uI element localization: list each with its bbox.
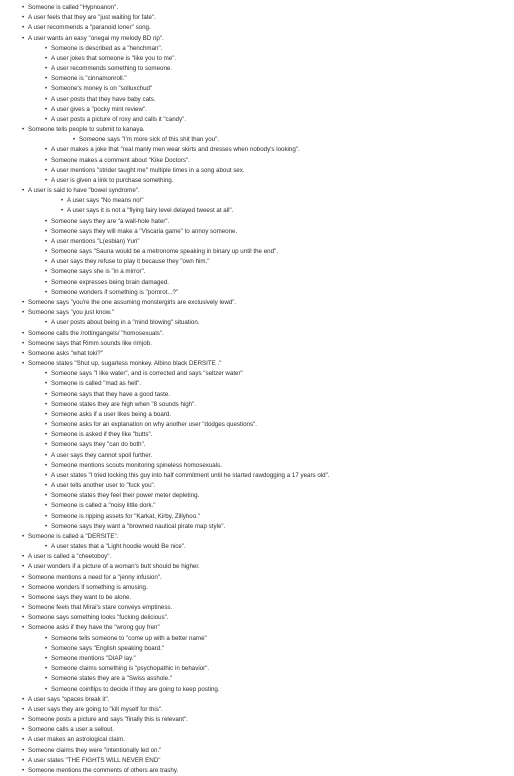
list-item-text: A user gives a "pocky mint review".: [51, 105, 147, 113]
bullet-icon: •: [61, 197, 64, 205]
list-item: [0, 227, 514, 237]
bullet-icon: •: [61, 207, 64, 215]
list-item: [0, 766, 514, 776]
list-item-text: Someone claims something is "psychopathic in behavior".: [51, 665, 210, 673]
list-item-text: A user says they refuse to play it because they "own him.": [51, 258, 210, 266]
bullet-icon: •: [22, 34, 25, 42]
list-item-text: Someone says that they have a good taste.: [51, 390, 171, 398]
list-item-text: Someone mentions the comments of others are trashy.: [28, 766, 179, 774]
bullet-icon: •: [45, 146, 48, 154]
bullet-icon: •: [45, 176, 48, 184]
list-item-text: Someone says "I'm more sick of this shit than you".: [79, 136, 220, 144]
list-item: [0, 674, 514, 684]
bullet-icon: •: [45, 461, 48, 469]
list-item: [0, 695, 514, 705]
bullet-icon: •: [73, 136, 76, 144]
list-item-text: Someone asks if they have the "wrong guy fren": [28, 624, 160, 632]
bullet-icon: •: [45, 410, 48, 418]
list-item: [0, 105, 514, 115]
bullet-icon: •: [45, 471, 48, 479]
bullet-icon: •: [45, 644, 48, 652]
list-item-text: Someone says they want to be alone.: [28, 593, 132, 601]
bullet-icon: •: [45, 85, 48, 93]
bullet-icon: •: [22, 532, 25, 540]
list-item: [0, 735, 514, 745]
list-item: [0, 196, 514, 206]
bullet-icon: •: [22, 563, 25, 571]
bullet-icon: •: [22, 624, 25, 632]
bullet-icon: •: [45, 675, 48, 683]
list-item: [0, 237, 514, 247]
bullet-icon: •: [22, 298, 25, 306]
list-item-text: Someone feels that Mirai's stare conveys emptiness.: [28, 604, 173, 612]
list-item: [0, 145, 514, 155]
list-item: [0, 573, 514, 583]
list-item-text: A user posts about being in a "mind blowing" situation.: [51, 319, 200, 327]
bullet-icon: •: [45, 65, 48, 73]
bullet-icon: •: [22, 746, 25, 754]
list-item: [0, 746, 514, 756]
bullet-icon: •: [45, 278, 48, 286]
list-item-text: Someone expresses being brain damaged.: [51, 278, 169, 286]
list-item: [0, 84, 514, 94]
list-item-text: Someone's money is on "solluxchud": [51, 85, 153, 93]
list-item-text: Someone calls the /rottingangels/ "homosexuals".: [28, 329, 164, 337]
list-item-text: Someone states they feel their power meter depleting.: [51, 492, 200, 500]
list-item-text: Someone wonders if something is "pornrot...?": [51, 288, 179, 296]
bullet-icon: •: [45, 44, 48, 52]
bullet-icon: •: [45, 319, 48, 327]
list-item: [0, 623, 514, 633]
bullet-icon: •: [45, 75, 48, 83]
list-item: [0, 501, 514, 511]
list-item-text: Someone states they are a "Swiss asshole.": [51, 675, 172, 683]
list-item: [0, 247, 514, 257]
bullet-list: [0, 3, 514, 776]
list-item: [0, 288, 514, 298]
bullet-icon: •: [45, 105, 48, 113]
list-item-text: Someone says they will make a "Viscaria game" to annoy someone.: [51, 227, 238, 235]
list-item-text: A user posts a picture of roxy and calls it "candy".: [51, 115, 187, 123]
bullet-icon: •: [22, 614, 25, 622]
list-item-text: Someone says that Rimm sounds like rimjob.: [28, 339, 152, 347]
list-item: [0, 54, 514, 64]
list-item-text: Someone posts a picture and says "finally this is relevant".: [28, 716, 188, 724]
bullet-icon: •: [22, 695, 25, 703]
bullet-icon: •: [45, 390, 48, 398]
list-item-text: A user says they are going to "kill myself for this".: [28, 705, 163, 713]
bullet-icon: •: [22, 766, 25, 774]
bullet-icon: •: [22, 309, 25, 317]
list-item-text: Someone says she is "in a mirror".: [51, 268, 146, 276]
list-item: [0, 369, 514, 379]
list-item: [0, 705, 514, 715]
bullet-icon: •: [22, 716, 25, 724]
list-item: [0, 552, 514, 562]
list-item-text: A user states "I tried locking this guy into half commitment until he started rawdogging a 17 years old".: [51, 471, 330, 479]
list-item: [0, 156, 514, 166]
list-item: [0, 329, 514, 339]
list-item-text: Someone is asked if they like "butts".: [51, 431, 153, 439]
list-item-text: Someone says they want a "browned nautical pirate map style".: [51, 522, 226, 530]
list-item: [0, 278, 514, 288]
bullet-icon: •: [22, 329, 25, 337]
bullet-icon: •: [22, 583, 25, 591]
bullet-icon: •: [45, 268, 48, 276]
bullet-icon: •: [45, 482, 48, 490]
bullet-icon: •: [45, 54, 48, 62]
list-item-text: Someone says "you just know.": [28, 309, 114, 317]
list-item-text: A user mentions "L(esbian) Yuri": [51, 237, 140, 245]
list-item: [0, 23, 514, 33]
list-item: [0, 349, 514, 359]
list-item-text: A user recommends something to someone.: [51, 65, 173, 73]
list-item: [0, 420, 514, 430]
list-item-text: A user makes an astrological claim.: [28, 736, 125, 744]
list-item: [0, 562, 514, 572]
list-item-text: Someone asks if a user likes being a board.: [51, 410, 172, 418]
list-item: [0, 257, 514, 267]
list-item-text: A user tells another user to "fuck you".: [51, 482, 156, 490]
list-item: [0, 583, 514, 593]
list-item-text: Someone is ripping assets for "Karkat, Kirby, Zillyhoo.": [51, 512, 201, 520]
bullet-icon: •: [22, 14, 25, 22]
list-item: [0, 644, 514, 654]
list-item-text: Someone is called "mad as hell".: [51, 380, 142, 388]
bullet-icon: •: [45, 217, 48, 225]
list-item-text: A user is said to have "bowel syndrome".: [28, 187, 140, 195]
bullet-icon: •: [45, 370, 48, 378]
list-item-text: Someone mentions scouts monitoring spineless homosexuals.: [51, 461, 222, 469]
list-item-text: Someone asks "what toki?": [28, 349, 103, 357]
list-item-text: Someone is called a "DERSITE".: [28, 532, 119, 540]
list-item-text: A user posts that they have baby cats.: [51, 95, 156, 103]
list-item: [0, 74, 514, 84]
list-item-text: Someone states "Shut up, sugarless monkey. Albino black DERSITE .": [28, 360, 222, 368]
list-item-text: A user states that a "Light hoodie would Be nice".: [51, 543, 186, 551]
bullet-icon: •: [22, 726, 25, 734]
bullet-icon: •: [45, 166, 48, 174]
bullet-icon: •: [45, 431, 48, 439]
bullet-icon: •: [22, 573, 25, 581]
bullet-icon: •: [45, 248, 48, 256]
list-item-text: A user says "spaces break it".: [28, 695, 110, 703]
bullet-icon: •: [45, 451, 48, 459]
bullet-icon: •: [45, 258, 48, 266]
bullet-icon: •: [45, 288, 48, 296]
list-item: [0, 593, 514, 603]
bullet-icon: •: [22, 339, 25, 347]
list-item: [0, 522, 514, 532]
list-item-text: Someone says "Sauna would be a metronome speaking in binary up until the end".: [51, 248, 278, 256]
bullet-icon: •: [22, 4, 25, 11]
list-item: [0, 3, 514, 13]
list-item-text: Someone tells someone to "come up with a better name": [51, 634, 207, 642]
list-item: [0, 451, 514, 461]
list-item-text: Someone claims they were "intentionally led on.": [28, 746, 162, 754]
bullet-icon: •: [45, 237, 48, 245]
list-item: [0, 400, 514, 410]
list-item-text: Someone mentions "DIAP lay.": [51, 655, 136, 662]
list-item: [0, 481, 514, 491]
bullet-icon: •: [22, 24, 25, 32]
list-item: [0, 186, 514, 196]
list-item: [0, 95, 514, 105]
list-item-text: Someone is called "Hypnoanon".: [28, 4, 119, 11]
bullet-icon: •: [45, 522, 48, 530]
list-item: [0, 542, 514, 552]
list-item: [0, 64, 514, 74]
bullet-icon: •: [22, 756, 25, 764]
list-item-text: Someone makes a comment about "Kike Doctors".: [51, 156, 190, 164]
list-item: [0, 390, 514, 400]
list-item-text: Someone says "I like water", and is corrected and says "seltzer water": [51, 370, 243, 378]
list-item-text: A user recommends a "paranoid loner" song.: [28, 24, 151, 32]
list-item: [0, 217, 514, 227]
list-item: [0, 664, 514, 674]
list-item: [0, 13, 514, 23]
list-item-text: A user is given a link to purchase something.: [51, 176, 174, 184]
bullet-icon: •: [45, 115, 48, 123]
list-item-text: Someone is called a "noisy little dork.": [51, 502, 156, 510]
list-item: [0, 685, 514, 695]
list-item-text: A user makes a joke that "real manly men wear skirts and dresses when nobody's looking".: [51, 146, 300, 154]
bullet-icon: •: [45, 400, 48, 408]
list-item-text: Someone says "you're the one assuming monstergirls are exclusively lewd".: [28, 298, 237, 306]
bullet-icon: •: [45, 502, 48, 510]
bullet-icon: •: [22, 126, 25, 134]
list-item: [0, 491, 514, 501]
list-item-text: Someone wonders if something is amusing.: [28, 583, 148, 591]
bullet-icon: •: [45, 543, 48, 551]
bullet-icon: •: [22, 360, 25, 368]
list-item: [0, 359, 514, 369]
list-item-text: A user says they cannot spoil further.: [51, 451, 153, 459]
list-item: [0, 206, 514, 216]
list-item-text: A user mentions "strider taught me" multiple times in a song about sex.: [51, 166, 245, 174]
bullet-icon: •: [22, 604, 25, 612]
list-item-text: A user is called a "cheetoboy".: [28, 553, 112, 561]
list-item: [0, 34, 514, 44]
list-item-text: A user wants an easy "onegai my melody BD rip".: [28, 34, 164, 42]
list-item-text: Someone mentions a need for a "jenny infusion".: [28, 573, 162, 581]
list-item: [0, 379, 514, 389]
list-item: [0, 298, 514, 308]
list-item: [0, 532, 514, 542]
list-item: [0, 725, 514, 735]
list-item-text: A user jokes that someone is "like you to me".: [51, 54, 177, 62]
list-item-text: A user feels that they are "just waiting for fate".: [28, 14, 156, 22]
list-item-text: Someone says they are "a wall-hole hater".: [51, 217, 170, 225]
bullet-icon: •: [22, 187, 25, 195]
list-item: [0, 318, 514, 328]
list-item: [0, 115, 514, 125]
bullet-icon: •: [45, 227, 48, 235]
list-item: [0, 512, 514, 522]
bullet-icon: •: [22, 736, 25, 744]
list-item: [0, 471, 514, 481]
bullet-icon: •: [22, 593, 25, 601]
list-item: [0, 440, 514, 450]
bullet-icon: •: [45, 512, 48, 520]
bullet-icon: •: [45, 655, 48, 662]
list-item-text: A user wonders if a picture of a woman's butt should be higher.: [28, 563, 200, 571]
list-item: [0, 603, 514, 613]
list-item: [0, 613, 514, 623]
list-item: [0, 715, 514, 725]
bullet-icon: •: [45, 492, 48, 500]
list-item-text: Someone is described as a "henchman".: [51, 44, 163, 52]
bullet-icon: •: [45, 95, 48, 103]
list-item: [0, 308, 514, 318]
list-item-text: A user says "No means no!": [67, 197, 144, 205]
list-item-text: Someone coinflips to decide if they are going to keep posting.: [51, 685, 220, 693]
list-item: [0, 756, 514, 766]
list-item: [0, 654, 514, 664]
list-item: [0, 176, 514, 186]
list-item-text: Someone tells people to submit to kanaya.: [28, 126, 145, 134]
list-item: [0, 410, 514, 420]
bullet-icon: •: [45, 441, 48, 449]
list-item-text: Someone says something looks "fucking delicious".: [28, 614, 169, 622]
list-item-text: Someone states they are high when "8 sounds high".: [51, 400, 197, 408]
list-item-text: Someone is "cinnamonroll.": [51, 75, 127, 83]
bullet-icon: •: [22, 705, 25, 713]
list-item: [0, 339, 514, 349]
list-item-text: A user states "THE FIGHTS WILL NEVER END": [28, 756, 161, 764]
list-item: [0, 430, 514, 440]
bullet-icon: •: [22, 349, 25, 357]
list-item-text: Someone says "English speaking board.": [51, 644, 165, 652]
list-item: [0, 125, 514, 135]
bullet-icon: •: [45, 665, 48, 673]
list-item: [0, 461, 514, 471]
list-item-text: Someone says they "can do both".: [51, 441, 146, 449]
bullet-icon: •: [45, 685, 48, 693]
list-item: [0, 634, 514, 644]
list-item-text: Someone calls a user a sellout.: [28, 726, 114, 734]
list-item: [0, 44, 514, 54]
list-item: [0, 166, 514, 176]
bullet-icon: •: [45, 156, 48, 164]
list-item-text: Someone asks for an explanation on why another user "dodges questions".: [51, 421, 257, 429]
bullet-icon: •: [45, 380, 48, 388]
list-item: [0, 135, 514, 145]
bullet-icon: •: [45, 634, 48, 642]
list-item: [0, 267, 514, 277]
bullet-icon: •: [22, 553, 25, 561]
list-item-text: A user says it is not a "flying fairy level delayed tweest at all".: [67, 207, 234, 215]
bullet-icon: •: [45, 421, 48, 429]
